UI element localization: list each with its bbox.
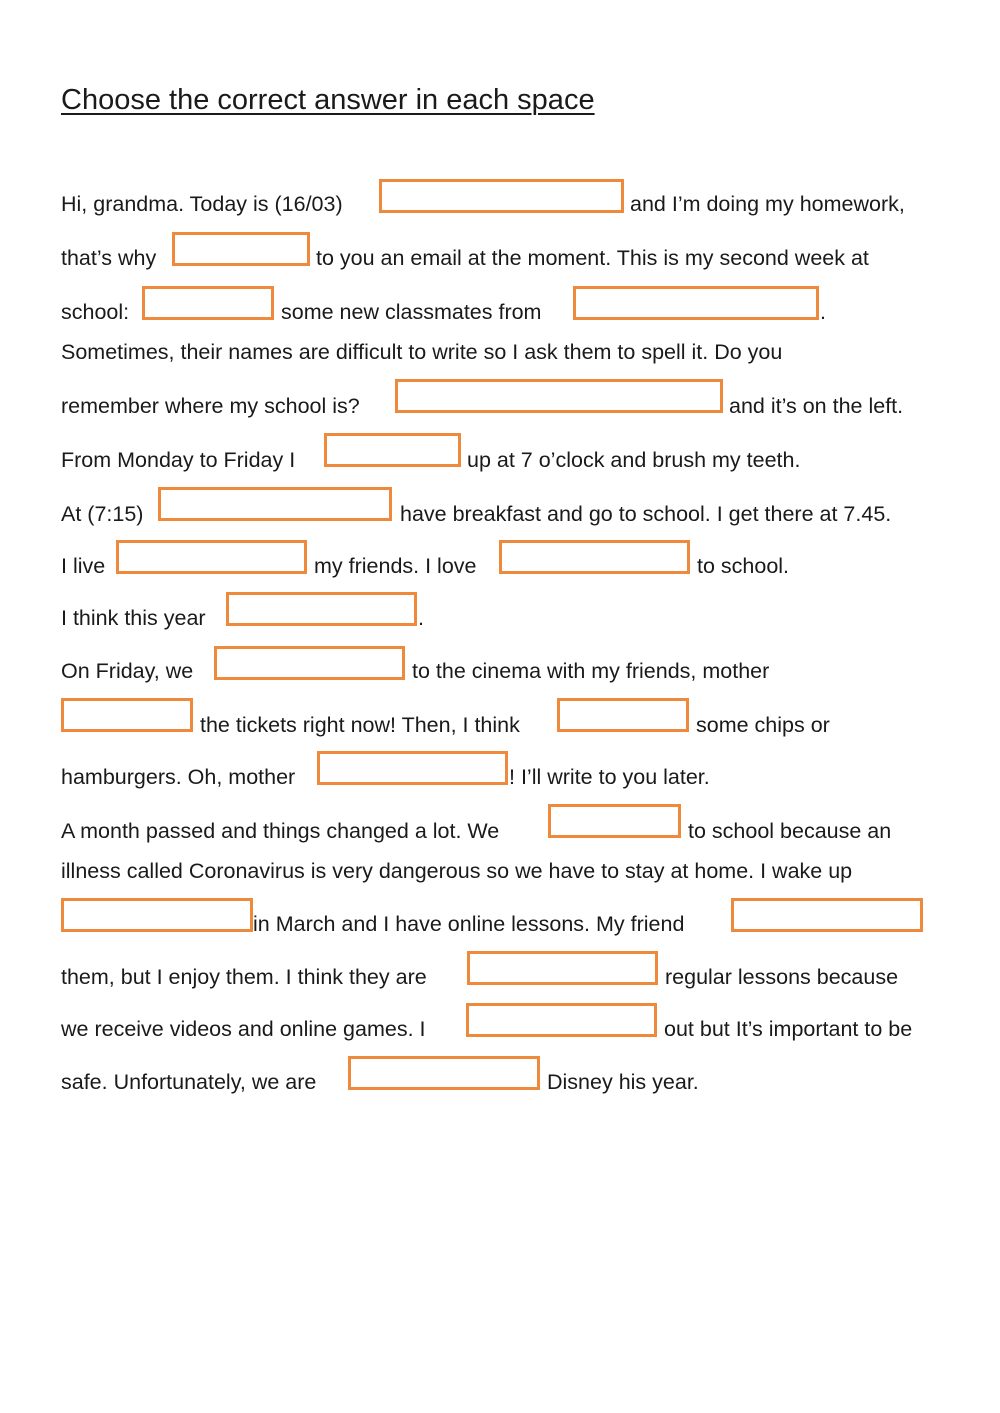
- worksheet-title: Choose the correct answer in each space: [61, 84, 595, 116]
- text-segment: .: [820, 300, 826, 324]
- text-segment: .: [418, 606, 424, 630]
- text-segment: I live: [61, 554, 106, 578]
- text-segment: to school because an: [688, 819, 892, 843]
- answer-blank-15[interactable]: [548, 804, 681, 838]
- text-segment: the tickets right now! Then, I think: [200, 713, 520, 737]
- text-segment: At (7:15): [61, 502, 144, 526]
- text-segment: From Monday to Friday I: [61, 448, 296, 472]
- answer-blank-16[interactable]: [61, 898, 253, 932]
- text-segment: some chips or: [696, 713, 830, 737]
- answer-blank-14[interactable]: [317, 751, 508, 785]
- text-segment: that’s why: [61, 246, 157, 270]
- answer-blank-2[interactable]: [172, 232, 310, 266]
- text-segment: some new classmates from: [281, 300, 542, 324]
- text-segment: to the cinema with my friends, mother: [412, 659, 770, 683]
- text-segment: school:: [61, 300, 130, 324]
- answer-blank-12[interactable]: [61, 698, 193, 732]
- answer-blank-20[interactable]: [348, 1056, 540, 1090]
- text-segment: them, but I enjoy them. I think they are: [61, 965, 427, 989]
- answer-blank-5[interactable]: [395, 379, 723, 413]
- answer-blank-4[interactable]: [573, 286, 819, 320]
- text-segment: we receive videos and online games. I: [61, 1017, 426, 1041]
- answer-blank-6[interactable]: [324, 433, 461, 467]
- text-segment: and it’s on the left.: [729, 394, 904, 418]
- text-segment: in March and I have online lessons. My friend: [253, 912, 685, 936]
- answer-blank-3[interactable]: [142, 286, 274, 320]
- answer-blank-13[interactable]: [557, 698, 689, 732]
- text-segment: Sometimes, their names are difficult to write so I ask them to spell it. Do you: [61, 340, 783, 364]
- answer-blank-19[interactable]: [466, 1003, 657, 1037]
- text-segment: remember where my school is?: [61, 394, 360, 418]
- text-segment: safe. Unfortunately, we are: [61, 1070, 317, 1094]
- text-segment: have breakfast and go to school. I get there at 7.45.: [400, 502, 892, 526]
- text-segment: On Friday, we: [61, 659, 194, 683]
- text-segment: up at 7 o’clock and brush my teeth.: [467, 448, 801, 472]
- answer-blank-11[interactable]: [214, 646, 405, 680]
- text-segment: ! I’ll write to you later.: [509, 765, 710, 789]
- answer-blank-1[interactable]: [379, 179, 624, 213]
- answer-blank-8[interactable]: [116, 540, 307, 574]
- text-segment: my friends. I love: [314, 554, 477, 578]
- text-segment: out but It’s important to be: [664, 1017, 913, 1041]
- answer-blank-18[interactable]: [467, 951, 658, 985]
- text-segment: and I’m doing my homework,: [630, 192, 905, 216]
- text-segment: A month passed and things changed a lot. We: [61, 819, 500, 843]
- answer-blank-17[interactable]: [731, 898, 923, 932]
- text-segment: regular lessons because: [665, 965, 899, 989]
- text-segment: Disney his year.: [547, 1070, 699, 1094]
- text-segment: to you an email at the moment. This is my second week at: [316, 246, 869, 270]
- text-segment: hamburgers. Oh, mother: [61, 765, 296, 789]
- answer-blank-7[interactable]: [158, 487, 392, 521]
- text-segment: I think this year: [61, 606, 206, 630]
- text-segment: illness called Coronavirus is very dangerous so we have to stay at home. I wake up: [61, 859, 853, 883]
- answer-blank-10[interactable]: [226, 592, 417, 626]
- text-segment: to school.: [697, 554, 790, 578]
- text-segment: Hi, grandma. Today is (16/03): [61, 192, 343, 216]
- answer-blank-9[interactable]: [499, 540, 690, 574]
